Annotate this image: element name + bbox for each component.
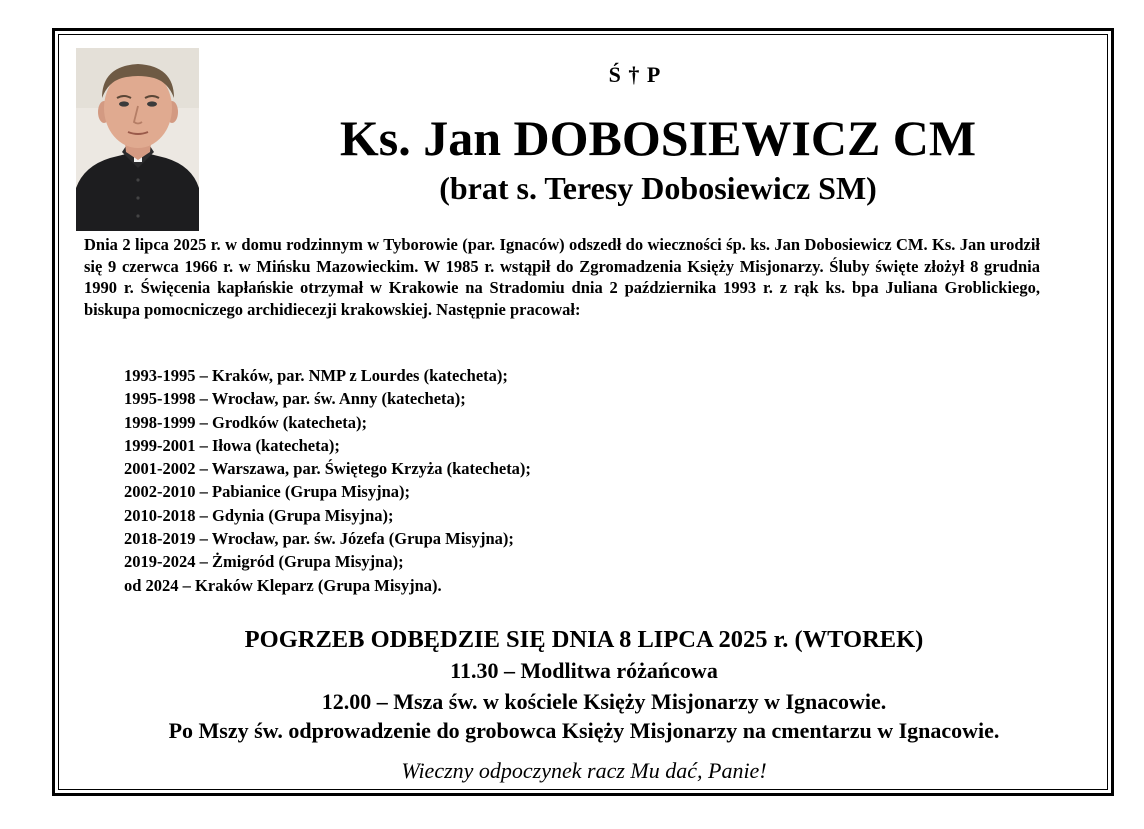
list-item: 1999-2001 – Iłowa (katecheta); [124, 435, 340, 455]
funeral-rosary-time: 11.30 – Modlitwa różańcowa [450, 658, 718, 683]
list-item: 1993-1995 – Kraków, par. NMP z Lourdes (katecheta); [124, 366, 508, 385]
funeral-mass-time: 12.00 – Msza św. w kościele Księży Misjonarzy w Ignacowie. [321, 689, 887, 714]
list-item: 1995-1998 – Wrocław, par. św. Anny (katecheta); [124, 389, 466, 409]
assignment-list [124, 364, 824, 597]
biography-paragraph: Dnia 2 lipca 2025 r. w domu rodzinnym w Tyborowie (par. Ignaców) odszedł do wieczności śp. ks. Jan Dobosiewicz CM. Ks. Jan urodził się 9 czerwca 1966 r. w Mińsku Mazowieckim. W 1985 r. wstąpił do Zgromadzenia Księży Misjonarzy. Śluby święte złożył 8 grudnia 1990 r. Święcenia kapłańskie otrzymał w Krakowie na Stradomiu dnia 2 października 1993 r. z rąk ks. bpa Juliana Groblickiego, biskupa pomocniczego archidiecezji krakowskiej. Następnie pracował: [84, 235, 1040, 319]
deceased-relation: (brat s. Teresy Dobosiewicz SM) [439, 170, 877, 206]
funeral-burial-info: Po Mszy św. odprowadzenie do grobowca Księży Misjonarzy na cmentarzu w Ignacowie. [168, 718, 1000, 743]
list-item: 2001-2002 – Warszawa, par. Świętego Krzyża (katecheta); [124, 459, 531, 479]
list-item: 2010-2018 – Gdynia (Grupa Misyjna); [124, 505, 394, 525]
list-item: 2002-2010 – Pabianice (Grupa Misyjna); [124, 482, 410, 502]
list-item: od 2024 – Kraków Kleparz (Grupa Misyjna). [124, 575, 442, 595]
list-item: 1998-1999 – Grodków (katecheta); [124, 412, 368, 432]
closing-prayer: Wieczny odpoczynek racz Mu dać, Panie! [401, 758, 767, 783]
portrait-photo [76, 48, 199, 231]
list-item: 2019-2024 – Żmigród (Grupa Misyjna); [124, 552, 404, 572]
funeral-announcement-title: POGRZEB ODBĘDZIE SIĘ DNIA 8 LIPCA 2025 r. (WTOREK) [244, 626, 924, 653]
sip-heading: Ś † P [608, 62, 662, 87]
list-item: 2018-2019 – Wrocław, par. św. Józefa (Grupa Misyjna); [124, 529, 514, 549]
deceased-name: Ks. Jan DOBOSIEWICZ CM [339, 110, 977, 166]
